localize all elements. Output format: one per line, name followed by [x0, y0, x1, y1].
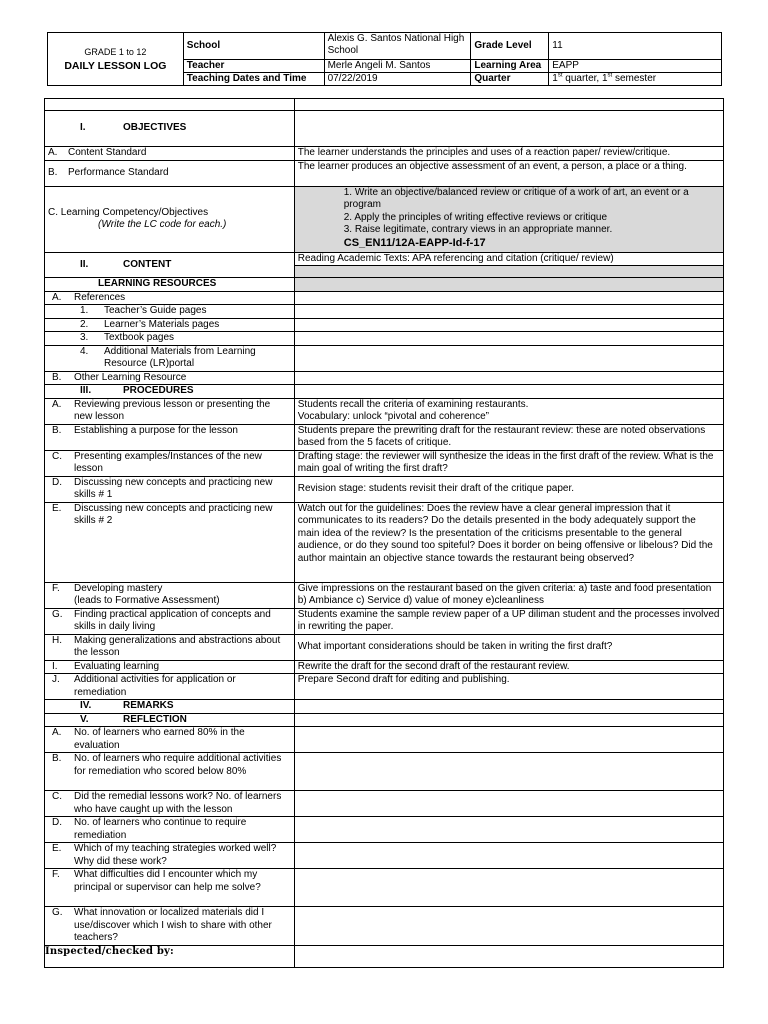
reflection-row: [45, 907, 724, 946]
resource-item-cell: 1. Teacher’s Guide pages: [45, 305, 295, 319]
learners-materials-label: Learner’s Materials pages: [104, 318, 220, 330]
reflection-label: What innovation or localized materials did I use/discover which I wish to share with other teachers?: [74, 907, 272, 943]
reflection-label: No. of learners who require additional activities for remediation who scored below 80%: [74, 753, 282, 777]
procedure-label-cell: J. Additional activities for application or remediation: [45, 674, 295, 700]
reflection-row: [45, 727, 724, 753]
procedure-label-cell: H. Making generalizations and abstractions about the lesson: [45, 634, 295, 660]
reflection-label-cell: F. What difficulties did I encounter which my principal or supervisor can help me solve?: [45, 869, 295, 907]
content-standard-value: The learner understands the principles and uses of a reaction paper/ review/critique.: [294, 147, 723, 161]
textbook-pages-label: Textbook pages: [104, 332, 175, 343]
procedure-label-cell: I. Evaluating learning: [45, 660, 295, 674]
grade-level-label: Grade Level: [471, 33, 549, 60]
teacher-label: Teacher: [183, 60, 324, 73]
lc-code: CS_EN11/12A-EAPP-Id-f-17: [343, 236, 486, 249]
reflection-value: [294, 727, 723, 753]
procedure-value: Give impressions on the restaurant based on the given criteria: a) taste and food presentation b) Ambiance c) Service d) value of money e)cleanliness: [294, 582, 723, 608]
reflection-row: [45, 843, 724, 869]
reflection-label-cell: A. No. of learners who earned 80% in the evaluation: [45, 727, 295, 753]
learning-competency-label: C. Learning Competency/Objectives: [48, 206, 209, 218]
reflection-label-cell: G. What innovation or localized materials did I use/discover which I wish to share with other teachers?: [45, 907, 295, 946]
reflection-label: What difficulties did I encounter which my principal or supervisor can help me solve?: [74, 869, 261, 893]
reflection-label-cell: D. No. of learners who continue to require remediation: [45, 817, 295, 843]
reflection-row: [45, 817, 724, 843]
procedure-label-cell: B. Establishing a purpose for the lesson: [45, 424, 295, 450]
procedure-label: Finding practical application of concepts and skills in daily living: [74, 608, 271, 632]
remarks-heading-cell: [45, 700, 295, 714]
objectives-heading: I. OBJECTIVES: [80, 122, 187, 134]
procedure-row: [45, 674, 724, 700]
reflection-value: [294, 753, 723, 791]
reflection-heading-cell: [45, 713, 295, 727]
procedure-label-cell: E. Discussing new concepts and practicing new skills # 2: [45, 502, 295, 582]
procedure-row: [45, 608, 724, 634]
inspected-value: [294, 945, 723, 967]
lc-item: 3. Raise legitimate, contrary views in an appropriate manner.: [343, 224, 613, 235]
daily-lesson-log-title: DAILY LESSON LOG: [64, 60, 167, 72]
reflection-row: [45, 791, 724, 817]
procedures-heading-cell: [45, 385, 295, 399]
learning-area-label: Learning Area: [471, 60, 549, 73]
reflection-heading: V. REFLECTION: [80, 713, 187, 725]
learning-competency-note: (Write the LC code for each.): [98, 219, 227, 230]
teaching-dates-value: 07/22/2019: [324, 73, 471, 86]
other-resource-value: [294, 371, 723, 385]
quarter-value: 1st quarter, 1st semester: [549, 73, 722, 86]
procedure-label-cell: C. Presenting examples/Instances of the new lesson: [45, 450, 295, 476]
procedure-row: [45, 424, 724, 450]
content-shaded-strip: [295, 265, 723, 277]
lc-item: 1. Write an objective/balanced review or critique of a work of art, an event or a program: [343, 186, 689, 210]
procedure-row: [45, 398, 724, 424]
performance-standard-label: Performance Standard: [68, 166, 169, 178]
procedure-row: [45, 634, 724, 660]
additional-materials-label: Additional Materials from Learning Resource (LR)portal: [104, 345, 256, 369]
procedure-label: Additional activities for application or remediation: [74, 674, 236, 698]
procedure-value: What important considerations should be taken in writing the first draft?: [294, 634, 723, 660]
learning-resources-value: [294, 278, 723, 292]
references-label-cell: A. References: [45, 291, 295, 305]
procedure-row: [45, 450, 724, 476]
inspected-cell: [45, 945, 295, 967]
lc-item: 2. Apply the principles of writing effective reviews or critique: [343, 211, 608, 223]
reflection-value: [294, 791, 723, 817]
teachers-guide-label: Teacher’s Guide pages: [104, 305, 207, 316]
performance-standard-value: The learner produces an objective assessment of an event, a person, a place or a thing.: [294, 160, 723, 186]
procedure-value: Students prepare the prewriting draft for the restaurant review: these are noted observations based from the 5 facets of critique.: [294, 424, 723, 450]
log-title-cell: [48, 33, 184, 86]
procedure-value: Drafting stage: the reviewer will synthesize the ideas in the first draft of the review. What is the main goal of writing the first draft?: [294, 450, 723, 476]
blank-cell: [45, 99, 295, 111]
lesson-log-table: [44, 98, 724, 968]
procedure-row: [45, 502, 724, 582]
procedure-row: [45, 582, 724, 608]
resource-item-value: [294, 332, 723, 346]
learning-resources-heading-cell: [45, 278, 295, 292]
learning-competency-value: [294, 186, 723, 252]
procedure-value: Revision stage: students revisit their draft of the critique paper.: [294, 476, 723, 502]
reflection-label-cell: C. Did the remedial lessons work? No. of learners who have caught up with the lesson: [45, 791, 295, 817]
procedures-heading: III. PROCEDURES: [80, 385, 194, 396]
remarks-heading: IV. REMARKS: [80, 700, 174, 711]
blank-cell: [294, 99, 723, 111]
learning-competency-label-cell: [45, 186, 295, 252]
procedures-value-cell: [294, 385, 723, 399]
objectives-heading-cell: [45, 111, 295, 147]
reflection-label: Did the remedial lessons work? No. of learners who have caught up with the lesson: [74, 791, 282, 815]
content-standard-label-cell: A. Content Standard: [45, 147, 295, 161]
reflection-row: [45, 869, 724, 907]
reflection-label: No. of learners who earned 80% in the evaluation: [74, 727, 245, 751]
grade-level-value: 11: [549, 33, 722, 60]
other-resource-label-cell: B. Other Learning Resource: [45, 371, 295, 385]
reflection-value: [294, 817, 723, 843]
procedure-value: Students recall the criteria of examining restaurants. Vocabulary: unlock “pivotal and coherence”: [294, 398, 723, 424]
reflection-row: [45, 753, 724, 791]
content-heading-cell: [45, 252, 295, 278]
quarter-label: Quarter: [471, 73, 549, 86]
school-value: Alexis G. Santos National High School: [324, 33, 471, 60]
procedure-value: Students examine the sample review paper of a UP diliman student and the processes involved in rewriting the paper.: [294, 608, 723, 634]
procedures-rows: [45, 398, 724, 700]
reflection-value: [294, 869, 723, 907]
procedure-row: [45, 476, 724, 502]
learning-resources-heading: LEARNING RESOURCES: [98, 278, 217, 289]
procedure-label: Discussing new concepts and practicing new skills # 2: [74, 502, 273, 526]
procedure-value: Prepare Second draft for editing and publishing.: [294, 674, 723, 700]
resource-item-cell: 3. Textbook pages: [45, 332, 295, 346]
reflection-label-cell: B. No. of learners who require additional activities for remediation who scored below 80%: [45, 753, 295, 791]
procedure-value: Watch out for the guidelines: Does the review have a clear general impression that it communicates to its readers? Do the details presented in the body adequately support the main idea of the review? Is the presentation of the criticisms presentable to the general audience, or do they sound too spiteful? Does it border on being offensive or libelous? Did the author maintain an objective stance towards the restaurant being observed?: [294, 502, 723, 582]
objectives-value-cell: [294, 111, 723, 147]
procedure-label-cell: A. Reviewing previous lesson or presenting the new lesson: [45, 398, 295, 424]
resource-item-cell: 4. Additional Materials from Learning Resource (LR)portal: [45, 345, 295, 371]
teacher-value: Merle Angeli M. Santos: [324, 60, 471, 73]
content-value-cell: [294, 252, 723, 278]
procedure-label: Establishing a purpose for the lesson: [74, 424, 238, 436]
content-standard-label: Content Standard: [68, 147, 147, 158]
reflection-label: Which of my teaching strategies worked well? Why did these work?: [74, 843, 277, 867]
remarks-value-cell: [294, 700, 723, 714]
procedure-label-cell: F. Developing mastery (leads to Formative Assessment): [45, 582, 295, 608]
reflection-label: No. of learners who continue to require remediation: [74, 817, 247, 841]
performance-standard-label-cell: B. Performance Standard: [45, 160, 295, 186]
procedure-label-cell: G. Finding practical application of concepts and skills in daily living: [45, 608, 295, 634]
learning-area-value: EAPP: [549, 60, 722, 73]
teaching-dates-label: Teaching Dates and Time: [183, 73, 324, 86]
procedure-value: Rewrite the draft for the second draft of the restaurant review.: [294, 660, 723, 674]
content-value: Reading Academic Texts: APA referencing and citation (critique/ review): [297, 252, 614, 264]
procedure-label: Presenting examples/Instances of the new lesson: [74, 450, 262, 474]
references-value: [294, 291, 723, 305]
resource-item-cell: 2. Learner’s Materials pages: [45, 318, 295, 332]
procedure-label: Reviewing previous lesson or presenting the new lesson: [74, 398, 271, 422]
reflection-value-cell: [294, 713, 723, 727]
resource-item-value: [294, 318, 723, 332]
other-resource-label: Other Learning Resource: [74, 371, 187, 383]
reflection-value: [294, 907, 723, 946]
procedure-label-cell: D. Discussing new concepts and practicing new skills # 1: [45, 476, 295, 502]
inspected-label: Inspected/checked by:: [45, 945, 174, 957]
reflection-value: [294, 843, 723, 869]
resource-item-value: [294, 345, 723, 371]
resource-item-value: [294, 305, 723, 319]
content-heading: II. CONTENT: [80, 258, 172, 270]
grade-range: GRADE 1 to 12: [84, 47, 147, 57]
header-table: [47, 32, 722, 86]
procedure-label: Developing mastery (leads to Formative Assessment): [74, 582, 220, 606]
procedure-label: Evaluating learning: [74, 660, 160, 672]
procedure-row: [45, 660, 724, 674]
procedure-label: Making generalizations and abstractions about the lesson: [74, 634, 281, 658]
reflection-label-cell: E. Which of my teaching strategies worked well? Why did these work?: [45, 843, 295, 869]
school-label: School: [183, 33, 324, 60]
reflection-rows: [45, 727, 724, 946]
procedure-label: Discussing new concepts and practicing new skills # 1: [74, 476, 273, 500]
references-label: References: [74, 291, 126, 303]
